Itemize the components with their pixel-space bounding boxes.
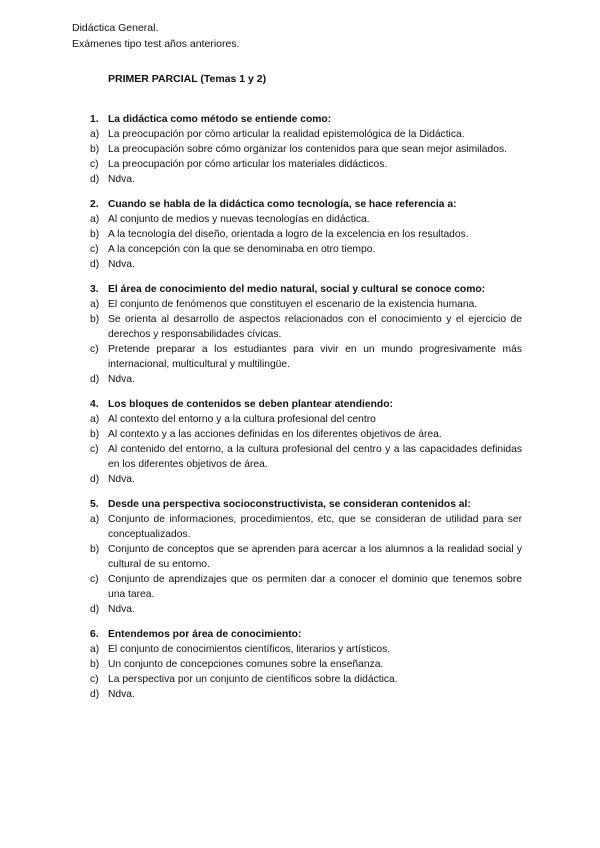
question-number: 4. xyxy=(90,399,99,410)
answer-option xyxy=(90,542,522,572)
option-text: Ndva. xyxy=(108,174,135,185)
option-text: La preocupación por cómo articular los materiales didácticos. xyxy=(108,159,388,170)
option-text: Un conjunto de concepciones comunes sobre la enseñanza. xyxy=(108,659,384,670)
question-block xyxy=(90,112,522,187)
option-text: Conjunto de aprendizajes que os permiten dar a conocer el dominio que tenemos sobre una tarea. xyxy=(108,574,522,600)
option-letter: a) xyxy=(90,299,100,310)
question-heading xyxy=(90,112,522,127)
answer-option xyxy=(90,427,522,442)
option-letter: b) xyxy=(90,314,100,325)
option-text: Al contexto del entorno y a la cultura profesional del centro xyxy=(108,414,376,425)
answer-option xyxy=(90,242,522,257)
question-number: 2. xyxy=(90,199,99,210)
answer-option xyxy=(90,127,522,142)
option-letter: d) xyxy=(90,374,100,385)
option-letter: c) xyxy=(90,444,99,455)
option-letter: c) xyxy=(90,344,99,355)
option-letter: d) xyxy=(90,474,100,485)
option-text: Al conjunto de medios y nuevas tecnologías en didáctica. xyxy=(108,214,370,225)
option-text: Ndva. xyxy=(108,474,135,485)
option-text: El conjunto de fenómenos que constituyen el escenario de la existencia humana. xyxy=(108,299,478,310)
answer-option xyxy=(90,297,522,312)
document-header xyxy=(72,20,240,52)
option-text: El conjunto de conocimientos científicos, literarios y artísticos. xyxy=(108,644,391,655)
question-text: Desde una perspectiva socioconstructivista, se consideran contenidos al: xyxy=(108,499,471,510)
option-text: A la concepción con la que se denominaba en otro tiempo. xyxy=(108,244,376,255)
answer-option xyxy=(90,672,522,687)
question-text: Los bloques de contenidos se deben plantear atendiendo: xyxy=(108,399,393,410)
question-heading xyxy=(90,197,522,212)
option-text: La preocupación sobre cómo organizar los contenidos para que sean mejor asimilados. xyxy=(108,144,507,155)
question-text: Cuando se habla de la didáctica como tecnología, se hace referencia a: xyxy=(108,199,457,210)
question-block xyxy=(90,397,522,487)
question-block xyxy=(90,627,522,702)
option-text: Al contenido del entorno, a la cultura profesional del centro y a las capacidades definidas en los diferentes objetivos de área. xyxy=(108,444,522,470)
option-text: Ndva. xyxy=(108,259,135,270)
header-course-title: Didáctica General. xyxy=(72,22,159,34)
answer-option xyxy=(90,442,522,472)
header-subtitle: Exámenes tipo test años anteriores. xyxy=(72,38,240,50)
question-list xyxy=(90,112,522,712)
option-text: La perspectiva por un conjunto de científicos sobre la didáctica. xyxy=(108,674,398,685)
answer-option xyxy=(90,472,522,487)
option-text: Conjunto de conceptos que se aprenden para acercar a los alumnos a la realidad social y cultural de su entorno. xyxy=(108,544,522,570)
option-letter: b) xyxy=(90,429,100,440)
question-heading xyxy=(90,627,522,642)
answer-option xyxy=(90,212,522,227)
question-text: La didáctica como método se entiende como: xyxy=(108,114,332,125)
question-number: 1. xyxy=(90,114,99,125)
question-block xyxy=(90,497,522,617)
answer-option xyxy=(90,687,522,702)
option-letter: d) xyxy=(90,604,100,615)
option-letter: a) xyxy=(90,514,100,525)
option-letter: a) xyxy=(90,644,100,655)
question-block xyxy=(90,282,522,387)
answer-option xyxy=(90,642,522,657)
option-text: Al contexto y a las acciones definidas en los diferentes objetivos de área. xyxy=(108,429,442,440)
option-letter: c) xyxy=(90,574,99,585)
answer-option xyxy=(90,172,522,187)
option-letter: a) xyxy=(90,129,100,140)
option-text: Ndva. xyxy=(108,689,135,700)
answer-options xyxy=(90,297,522,387)
answer-option xyxy=(90,602,522,617)
option-letter: d) xyxy=(90,689,100,700)
answer-option xyxy=(90,512,522,542)
question-block xyxy=(90,197,522,272)
question-number: 3. xyxy=(90,284,99,295)
question-text: Entendemos por área de conocimiento: xyxy=(108,629,302,640)
option-letter: a) xyxy=(90,414,100,425)
option-letter: c) xyxy=(90,674,99,685)
option-letter: b) xyxy=(90,229,100,240)
option-letter: d) xyxy=(90,259,100,270)
answer-option xyxy=(90,572,522,602)
answer-option xyxy=(90,342,522,372)
answer-options xyxy=(90,127,522,187)
answer-option xyxy=(90,257,522,272)
answer-options xyxy=(90,412,522,487)
answer-option xyxy=(90,312,522,342)
answer-options xyxy=(90,512,522,617)
option-letter: c) xyxy=(90,159,99,170)
question-heading xyxy=(90,397,522,412)
question-heading xyxy=(90,282,522,297)
section-title: PRIMER PARCIAL (Temas 1 y 2) xyxy=(108,73,267,85)
option-text: Se orienta al desarrollo de aspectos relacionados con el conocimiento y el ejercicio de derechos y responsabilidades cívicas. xyxy=(108,314,522,340)
answer-option xyxy=(90,142,522,157)
option-text: Pretende preparar a los estudiantes para vivir en un mundo progresivamente más internacional, multicultural y multilingüe. xyxy=(108,344,522,370)
question-number: 6. xyxy=(90,629,99,640)
answer-options xyxy=(90,642,522,702)
question-number: 5. xyxy=(90,499,99,510)
option-text: A la tecnología del diseño, orientada a logro de la excelencia en los resultados. xyxy=(108,229,469,240)
option-letter: c) xyxy=(90,244,99,255)
option-letter: b) xyxy=(90,544,100,555)
option-letter: d) xyxy=(90,174,100,185)
option-text: Ndva. xyxy=(108,604,135,615)
option-letter: b) xyxy=(90,144,100,155)
option-text: La preocupación por cómo articular la realidad epistemológica de la Didáctica. xyxy=(108,129,465,140)
answer-option xyxy=(90,412,522,427)
question-heading xyxy=(90,497,522,512)
answer-option xyxy=(90,227,522,242)
option-letter: b) xyxy=(90,659,100,670)
question-text: El área de conocimiento del medio natural, social y cultural se conoce como: xyxy=(108,284,486,295)
option-text: Ndva. xyxy=(108,374,135,385)
answer-options xyxy=(90,212,522,272)
answer-option xyxy=(90,657,522,672)
answer-option xyxy=(90,157,522,172)
option-letter: a) xyxy=(90,214,100,225)
answer-option xyxy=(90,372,522,387)
option-text: Conjunto de informaciones, procedimientos, etc, que se consideran de utilidad para ser conceptualizados. xyxy=(108,514,522,540)
